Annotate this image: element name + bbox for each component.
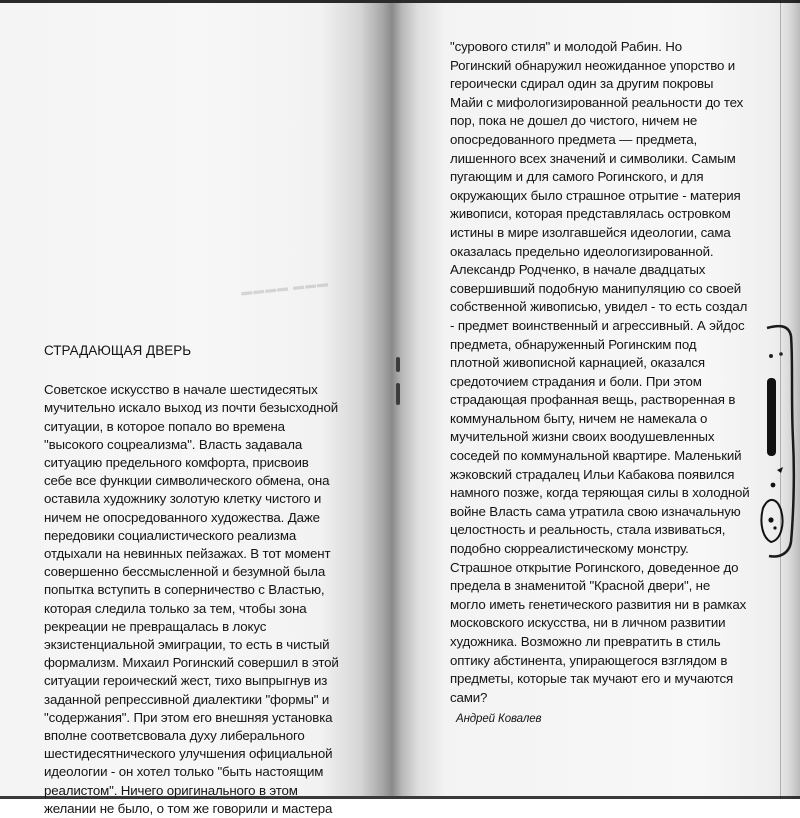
left_page-text-line: "содержания". При этом его внешняя установка bbox=[44, 709, 333, 725]
right_page-text-line: Рогинский обнаружил неожиданное упорство и bbox=[450, 57, 736, 73]
right_page-text-line: войне Власть сама утратила свою изначальную bbox=[450, 503, 741, 519]
right_page-text-line: коммунальном быту, ничем не намекала о bbox=[450, 410, 708, 426]
right_page-text-line: совершивший подобную манипуляцию со своей bbox=[450, 280, 742, 296]
left_page-text-line: заданной репрессивной диалектики "формы" и bbox=[44, 691, 330, 707]
right_page-text-line: средоточием страдания и боли. При этом bbox=[450, 373, 702, 389]
left_page-text-line: совершенно бессмысленной и безумной была bbox=[44, 564, 326, 580]
left_page-text-line: ситуацию предельного комфорта, присвоив bbox=[44, 455, 309, 471]
left_page-text-line: реалистом". Ничего оригинального в этом bbox=[44, 782, 298, 798]
page-top-edge bbox=[0, 0, 800, 3]
left_page-text-line: ситуации, в которое попало во времена bbox=[44, 418, 285, 434]
left_page-text-line: экзистенциальной эмиграции, то есть в чистый bbox=[44, 637, 330, 653]
right_page-text-line: подобно сюрреалистическому монстру. bbox=[450, 541, 689, 557]
show-through-text: ▬▬▬ ▬▬▬▬ bbox=[239, 277, 329, 299]
left_page-text-line: отдыхали на невинных пейзажах. В тот момент bbox=[44, 546, 331, 562]
right_page-text-line: Александр Родченко, в начале двадцатых bbox=[450, 262, 706, 278]
right_page-text-line: Страшное открытие Рогинского, доведенное до bbox=[450, 559, 739, 575]
left_page-text-line: ничем не опосредованного художества. Даже bbox=[44, 509, 320, 525]
right_page-text-line: намного позже, когда теряющая силы в холодной bbox=[450, 485, 750, 501]
right_page-text-line: московского искусства, ни в личном развитии bbox=[450, 615, 726, 631]
right_page-text-line: могло иметь генетического развития ни в рамках bbox=[450, 596, 747, 612]
right_page-text-line: оказалась предельно идеологизированной. bbox=[450, 243, 714, 259]
left-page-text bbox=[44, 342, 344, 818]
left_page-text-line: оставила художнику золотую клетку чистого и bbox=[44, 491, 322, 507]
right_page-text-line: жэковский страдалец Ильи Кабакова появился bbox=[450, 466, 735, 482]
left_page-text-line: передовики социалистического реализма bbox=[44, 527, 297, 543]
right_page-text-line: целостность и реальность, стала извиваться, bbox=[450, 522, 726, 538]
binding-staple-top bbox=[396, 357, 400, 372]
right_page-text-line: окружающих было страшное отрытие - материя bbox=[450, 187, 741, 203]
left_page-text-line: себе все функции символического обмена, она bbox=[44, 473, 330, 489]
left_page-text-line: формализм. Михаил Рогинский совершил в этой bbox=[44, 655, 339, 671]
left_page-text-line: Советское искусство в начале шестидесятых bbox=[44, 382, 318, 398]
left_page-text-line: "высокого соцреализма". Власть задавала bbox=[44, 436, 303, 452]
left_page-text-line: идеологии - он хотел только "быть настоящим bbox=[44, 764, 324, 780]
left_page-text-line: рекреации не превращалась в локус bbox=[44, 618, 267, 634]
right-page-text bbox=[450, 38, 750, 707]
door-handle-icon bbox=[767, 378, 776, 456]
right_page-text-line: предметы, которые так мучают его и мучаются bbox=[450, 671, 734, 687]
right_page-text-line: лишенного всех значений и символики. Самым bbox=[450, 150, 736, 166]
left_page-text-line: которая следила только за тем, чтобы зона bbox=[44, 600, 307, 616]
right_page-text-line: - предмет воинственный и агрессивный. А эйдос bbox=[450, 317, 745, 333]
right_page-text-line: предмета, обнаруженный Рогинским под bbox=[450, 336, 697, 352]
author-signature: Андрей Ковалев bbox=[456, 713, 542, 725]
left_page-text-line: попытка вступить в соперничество с Властью, bbox=[44, 582, 325, 598]
right_page-text-line: предела в знаменитой "Красной двери", не bbox=[450, 578, 711, 594]
door-illustration bbox=[755, 320, 800, 570]
left_page-text-line: вполне соответсвовала духу либерального bbox=[44, 728, 305, 744]
right_page-text-line: плотной живописной карнацией, оказался bbox=[450, 355, 705, 371]
right_page-text-line: истины в мире изолгавшейся идеологии, сама bbox=[450, 224, 731, 240]
left_page-text-line: ситуации героический жест, тихо выпрыгнув из bbox=[44, 673, 328, 689]
right_page-text-line: мучительной жизни своих воодушевленных bbox=[450, 429, 715, 445]
right-page-paragraph bbox=[450, 38, 750, 707]
right_page-text-line: опосредованного предмета — предмета, bbox=[450, 131, 698, 147]
right_page-text-line: соседей по коммунальной квартире. Маленький bbox=[450, 448, 742, 464]
right_page-text-line: собственной живописью, увидел - то есть создал bbox=[450, 299, 748, 315]
binding-staple-bottom bbox=[396, 383, 400, 405]
right_page-text-line: живописи, которая представлялась островком bbox=[450, 206, 731, 222]
right_page-text-line: художника. Возможно ли превратить в стиль bbox=[450, 634, 721, 649]
right_page-text-line: оптику абстинента, упирающегося взглядом в bbox=[450, 652, 728, 668]
right_page-text-line: страдающая профанная вещь, растворенная в bbox=[450, 392, 736, 408]
left_page-text-line: желании не было, о том же говорили и мастера bbox=[44, 800, 333, 816]
left_page-text-line: мучительно искало выход из почти безысходной bbox=[44, 400, 339, 416]
article-heading: СТРАДАЮЩАЯ ДВЕРЬ bbox=[44, 343, 192, 358]
right_page-text-line: пугающим и для самого Рогинского, и для bbox=[450, 169, 704, 185]
left_page-text-line: шестидесятнического улучшения официальной bbox=[44, 746, 333, 762]
left-page-paragraph bbox=[44, 381, 344, 818]
right_page-text-line: "сурового стиля" и молодой Рабин. Но bbox=[450, 39, 683, 54]
right_page-text-line: Майи с мифологизированной реальности до тех bbox=[450, 94, 744, 110]
right_page-text-line: сами? bbox=[450, 689, 488, 705]
right_page-text-line: пор, пока не дошел до чистого, ничем не bbox=[450, 113, 698, 129]
right_page-text-line: героически сдирал один за другим покровы bbox=[450, 76, 714, 92]
